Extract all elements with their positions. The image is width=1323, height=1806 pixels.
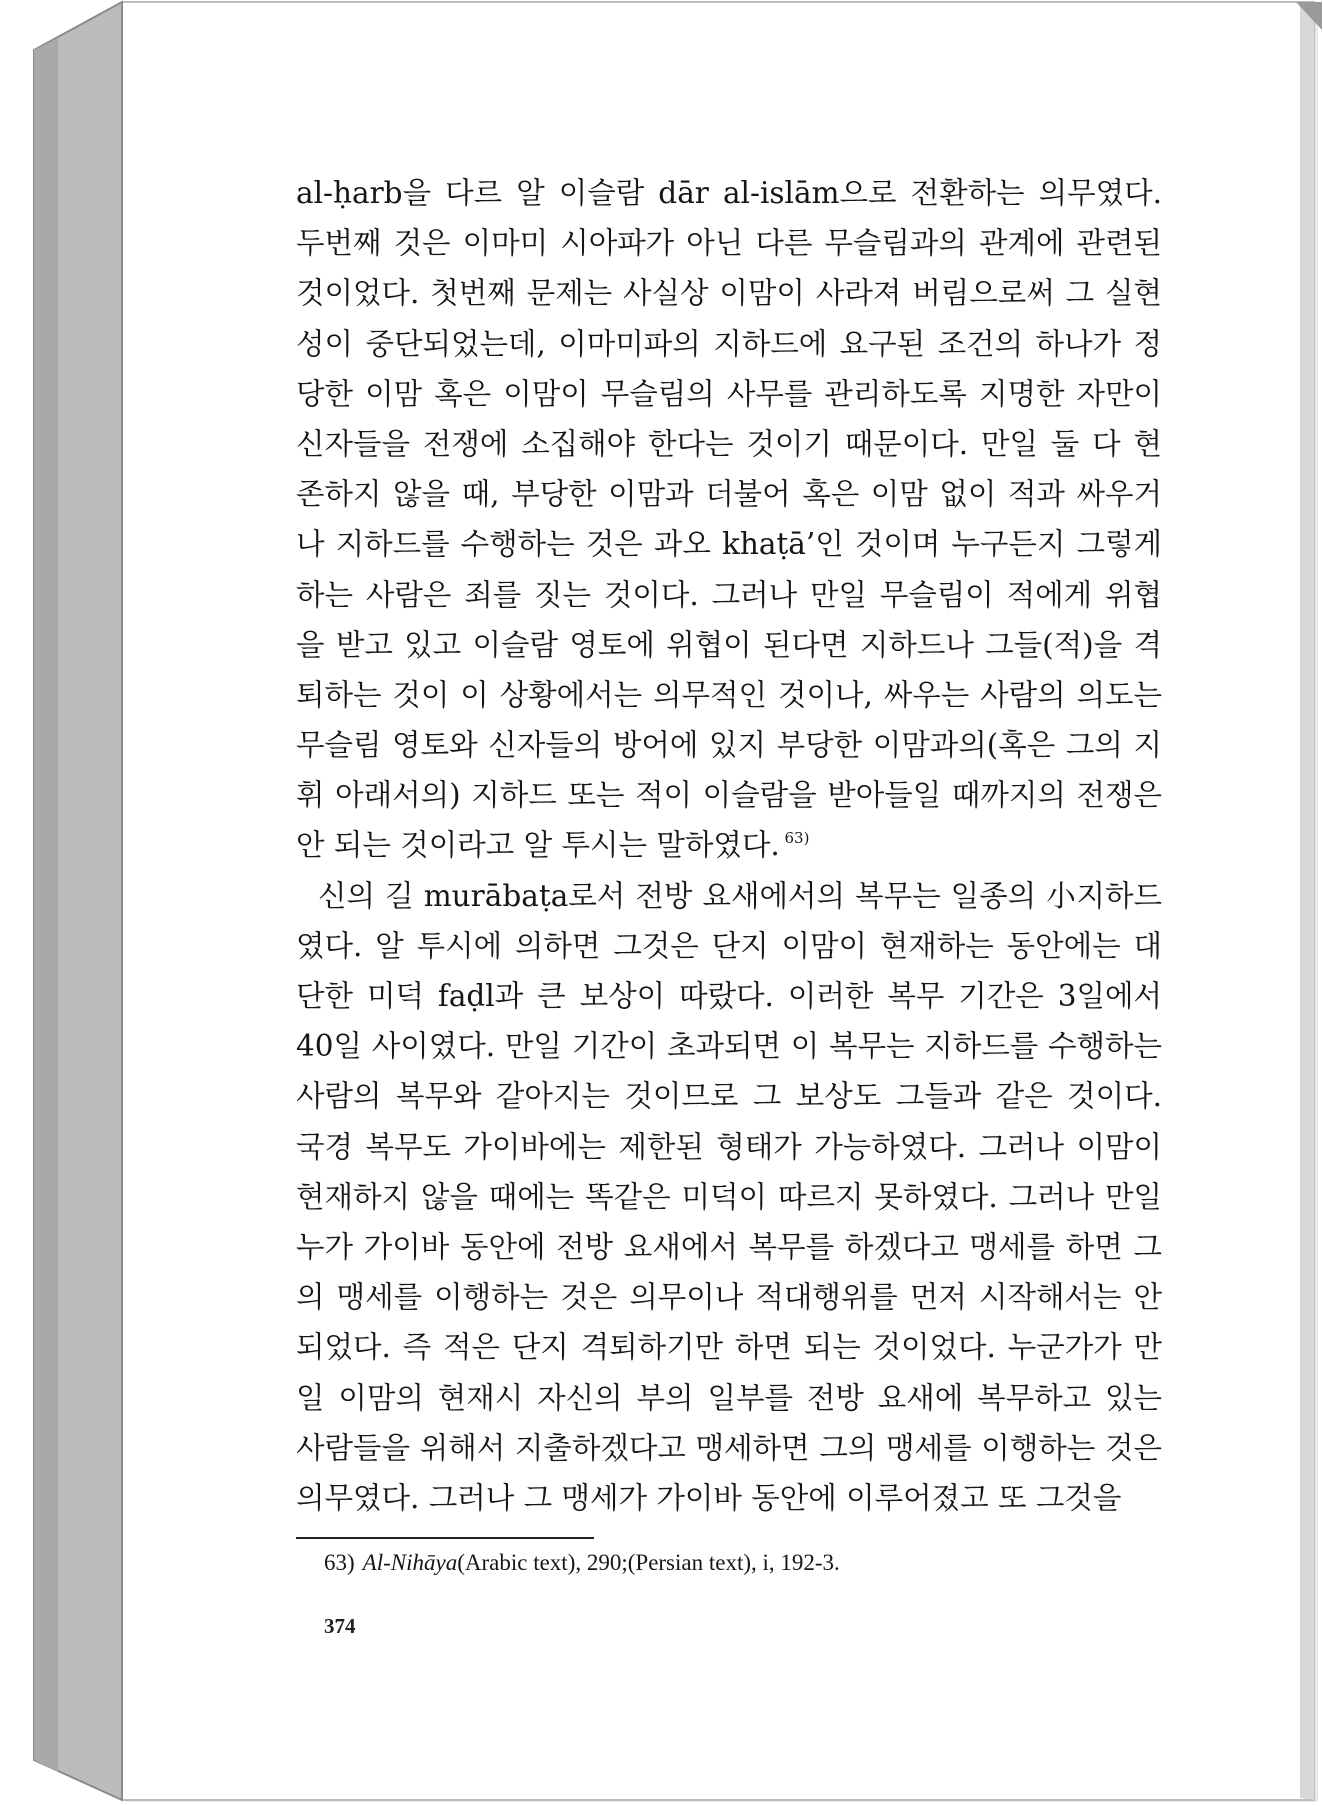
text-line-content: 하는 사람은 죄를 짓는 것이다. 그러나 만일 무슬림이 적에게 위협 [296, 577, 1162, 612]
text-line [296, 519, 1162, 569]
text-line-content: 두번째 것은 이마미 시아파가 아닌 다른 무슬림과의 관계에 관련된 [296, 226, 1162, 261]
text-line [296, 1322, 1162, 1372]
text-line [296, 921, 1162, 971]
text-line-content: 의 맹세를 이행하는 것은 의무이나 적대행위를 먼저 시작해서는 안 [296, 1280, 1162, 1315]
text-line [296, 469, 1162, 519]
text-line [296, 168, 1162, 218]
text-line-content: al-ḥarb을 다르 알 이슬람 dār al-islām으로 전환하는 의무였다. [296, 176, 1162, 210]
text-line-content: 나 지하드를 수행하는 것은 과오 khaṭā’인 것이며 누구든지 그렇게 [296, 527, 1162, 562]
text-line-content: 존하지 않을 때, 부당한 이맘과 더불어 혹은 이맘 없이 적과 싸우거 [296, 477, 1162, 512]
text-line-content: 안 되는 것이라고 알 투시는 말하였다. [296, 828, 780, 863]
text-line [296, 1172, 1162, 1222]
text-line-content: 성이 중단되었는데, 이마미파의 지하드에 요구된 조건의 하나가 정 [296, 326, 1162, 361]
text-line [296, 720, 1162, 770]
text-line-content: 누가 가이바 동안에 전방 요새에서 복무를 하겠다고 맹세를 하면 그 [296, 1229, 1162, 1264]
text-line [296, 319, 1162, 369]
page-body [296, 168, 1162, 1523]
text-line-content: 되었다. 즉 적은 단지 격퇴하기만 하면 되는 것이었다. 누군가가 만 [296, 1330, 1162, 1365]
text-line [296, 419, 1162, 469]
footnote-number: 63) [324, 1550, 355, 1575]
text-line [296, 1071, 1162, 1121]
text-line-content: 을 받고 있고 이슬람 영토에 위협이 된다면 지하드나 그들(적)을 격 [296, 627, 1162, 662]
footnote-reference: 63) [779, 829, 810, 848]
text-line [296, 570, 1162, 620]
text-line [296, 218, 1162, 268]
footnote-divider [296, 1537, 594, 1539]
text-line-content: 현재하지 않을 때에는 똑같은 미덕이 따르지 못하였다. 그러나 만일 [296, 1179, 1162, 1214]
text-line [296, 770, 1162, 820]
text-line-content: 일 이맘의 현재시 자신의 부의 일부를 전방 요새에 복무하고 있는 [296, 1380, 1162, 1415]
text-line-content: 것이었다. 첫번째 문제는 사실상 이맘이 사라져 버림으로써 그 실현 [296, 276, 1162, 311]
text-line-content: 당한 이맘 혹은 이맘이 무슬림의 사무를 관리하도록 지명한 자만이 [296, 376, 1162, 411]
text-line [296, 820, 1162, 870]
text-line [296, 971, 1162, 1021]
text-line-content: 신의 길 murābaṭa로서 전방 요새에서의 복무는 일종의 小지하드 [318, 878, 1162, 913]
text-line [296, 1473, 1162, 1523]
text-line-content: 휘 아래서의) 지하드 또는 적이 이슬람을 받아들일 때까지의 전쟁은 [296, 778, 1162, 813]
text-line-content: 무슬림 영토와 신자들의 방어에 있지 부당한 이맘과의(혹은 그의 지 [296, 728, 1162, 763]
text-line [296, 1222, 1162, 1272]
text-line-content: 사람들을 위해서 지출하겠다고 맹세하면 그의 맹세를 이행하는 것은 [296, 1430, 1162, 1465]
text-line [296, 369, 1162, 419]
text-line-content: 40일 사이였다. 만일 기간이 초과되면 이 복무는 지하드를 수행하는 [296, 1029, 1162, 1064]
footnote [324, 1550, 840, 1576]
text-line [296, 1021, 1162, 1071]
text-line [296, 1373, 1162, 1423]
text-line [296, 1122, 1162, 1172]
page-number: 374 [324, 1614, 356, 1638]
footnote-title: Al-Nihāya [362, 1550, 458, 1575]
text-line [296, 268, 1162, 318]
text-line-content: 사람의 복무와 같아지는 것이므로 그 보상도 그들과 같은 것이다. [296, 1079, 1162, 1114]
text-line-content: 국경 복무도 가이바에는 제한된 형태가 가능하였다. 그러나 이맘이 [296, 1129, 1162, 1164]
text-line-content: 단한 미덕 faḍl과 큰 보상이 따랐다. 이러한 복무 기간은 3일에서 [296, 979, 1162, 1013]
text-line-content: 신자들을 전쟁에 소집해야 한다는 것이기 때문이다. 만일 둘 다 현 [296, 426, 1162, 461]
text-line [296, 1272, 1162, 1322]
text-line [296, 1423, 1162, 1473]
text-line-content: 였다. 알 투시에 의하면 그것은 단지 이맘이 현재하는 동안에는 대 [296, 928, 1162, 963]
text-line [296, 620, 1162, 670]
text-line [296, 670, 1162, 720]
text-line-content: 의무였다. 그러나 그 맹세가 가이바 동안에 이루어졌고 또 그것을 [296, 1480, 1122, 1515]
text-line-content: 퇴하는 것이 이 상황에서는 의무적인 것이나, 싸우는 사람의 의도는 [296, 677, 1162, 712]
text-line [296, 871, 1162, 921]
footnote-text: (Arabic text), 290;(Persian text), i, 192-3. [457, 1550, 840, 1575]
